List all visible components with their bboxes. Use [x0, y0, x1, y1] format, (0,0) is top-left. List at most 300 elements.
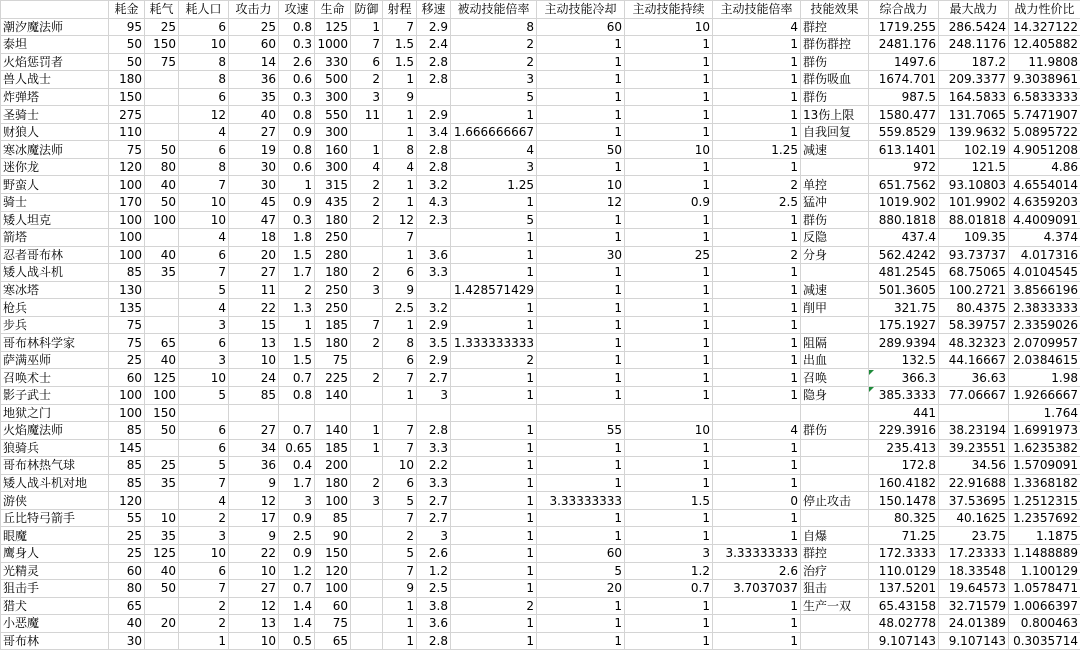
- data-cell[interactable]: 1.333333333: [451, 334, 537, 352]
- data-cell[interactable]: 1.4: [279, 597, 315, 615]
- data-cell[interactable]: 0.3: [279, 36, 315, 54]
- skill-effect-cell[interactable]: 出血: [801, 351, 869, 369]
- data-cell[interactable]: 1674.701: [869, 71, 939, 89]
- data-cell[interactable]: 880.1818: [869, 211, 939, 229]
- data-cell[interactable]: [351, 351, 383, 369]
- data-cell[interactable]: 39.23551: [939, 439, 1009, 457]
- data-cell[interactable]: 10: [179, 544, 229, 562]
- data-cell[interactable]: 9.107143: [939, 632, 1009, 650]
- data-cell[interactable]: [279, 404, 315, 422]
- data-cell[interactable]: 1: [383, 316, 417, 334]
- data-cell[interactable]: 5: [179, 281, 229, 299]
- data-cell[interactable]: [351, 544, 383, 562]
- data-cell[interactable]: 4.3: [417, 194, 451, 212]
- data-cell[interactable]: 1.5: [279, 334, 315, 352]
- data-cell[interactable]: 441: [869, 404, 939, 422]
- data-cell[interactable]: 0.7: [279, 580, 315, 598]
- unit-name-cell[interactable]: 哥布林: [1, 632, 109, 650]
- data-cell[interactable]: 10: [229, 562, 279, 580]
- data-cell[interactable]: 187.2: [939, 53, 1009, 71]
- data-cell[interactable]: 1: [537, 316, 625, 334]
- data-cell[interactable]: 6: [383, 264, 417, 282]
- data-cell[interactable]: 0: [713, 492, 801, 510]
- data-cell[interactable]: 1: [625, 474, 713, 492]
- data-cell[interactable]: 1: [713, 281, 801, 299]
- data-cell[interactable]: 1: [625, 264, 713, 282]
- data-cell[interactable]: 100: [315, 492, 351, 510]
- header-cell[interactable]: 移速: [417, 1, 451, 19]
- data-cell[interactable]: 1: [537, 457, 625, 475]
- data-cell[interactable]: 1: [537, 369, 625, 387]
- data-cell[interactable]: 9: [383, 88, 417, 106]
- data-cell[interactable]: 0.7: [625, 580, 713, 598]
- skill-effect-cell[interactable]: 隐身: [801, 387, 869, 405]
- data-cell[interactable]: 1: [383, 176, 417, 194]
- data-cell[interactable]: 170: [109, 194, 145, 212]
- unit-name-cell[interactable]: 召唤术士: [1, 369, 109, 387]
- unit-name-cell[interactable]: 光精灵: [1, 562, 109, 580]
- data-cell[interactable]: 75: [315, 351, 351, 369]
- data-cell[interactable]: 1: [451, 492, 537, 510]
- data-cell[interactable]: 100: [109, 229, 145, 247]
- data-cell[interactable]: 77.06667: [939, 387, 1009, 405]
- data-cell[interactable]: 651.7562: [869, 176, 939, 194]
- data-cell[interactable]: 164.5833: [939, 88, 1009, 106]
- data-cell[interactable]: 1000: [315, 36, 351, 54]
- data-cell[interactable]: 75: [145, 53, 179, 71]
- data-cell[interactable]: 2.9: [417, 106, 451, 124]
- data-cell[interactable]: 3.5: [417, 334, 451, 352]
- data-cell[interactable]: 8: [179, 71, 229, 89]
- data-cell[interactable]: 1: [713, 334, 801, 352]
- data-cell[interactable]: 7: [383, 509, 417, 527]
- data-cell[interactable]: 1: [713, 527, 801, 545]
- data-cell[interactable]: 1: [625, 334, 713, 352]
- unit-name-cell[interactable]: 箭塔: [1, 229, 109, 247]
- data-cell[interactable]: 8: [179, 158, 229, 176]
- data-cell[interactable]: 2.4: [417, 36, 451, 54]
- data-cell[interactable]: 1: [537, 597, 625, 615]
- data-cell[interactable]: 330: [315, 53, 351, 71]
- skill-effect-cell[interactable]: 分身: [801, 246, 869, 264]
- data-cell[interactable]: 1: [713, 123, 801, 141]
- unit-name-cell[interactable]: 泰坦: [1, 36, 109, 54]
- data-cell[interactable]: 1: [625, 88, 713, 106]
- data-cell[interactable]: 1: [537, 158, 625, 176]
- data-cell[interactable]: 10: [383, 457, 417, 475]
- data-cell[interactable]: 121.5: [939, 158, 1009, 176]
- skill-effect-cell[interactable]: 群控: [801, 544, 869, 562]
- data-cell[interactable]: 4: [383, 158, 417, 176]
- data-cell[interactable]: 1: [537, 36, 625, 54]
- data-cell[interactable]: 1: [537, 439, 625, 457]
- data-cell[interactable]: 1: [451, 229, 537, 247]
- unit-name-cell[interactable]: 忍者哥布林: [1, 246, 109, 264]
- skill-effect-cell[interactable]: 13伤上限: [801, 106, 869, 124]
- header-cell[interactable]: 主动技能持续: [625, 1, 713, 19]
- skill-effect-cell[interactable]: 群伤吸血: [801, 71, 869, 89]
- data-cell[interactable]: 1.25: [713, 141, 801, 159]
- data-cell[interactable]: 1: [383, 632, 417, 650]
- data-cell[interactable]: 4: [351, 158, 383, 176]
- data-cell[interactable]: 1: [451, 387, 537, 405]
- data-cell[interactable]: 1: [451, 299, 537, 317]
- data-cell[interactable]: 1: [625, 351, 713, 369]
- data-cell[interactable]: 1: [625, 316, 713, 334]
- data-cell[interactable]: 2.8: [417, 53, 451, 71]
- data-cell[interactable]: 75: [315, 615, 351, 633]
- data-cell[interactable]: 559.8529: [869, 123, 939, 141]
- data-cell[interactable]: 50: [145, 422, 179, 440]
- data-cell[interactable]: 1.2: [279, 562, 315, 580]
- unit-name-cell[interactable]: 火焰魔法师: [1, 422, 109, 440]
- data-cell[interactable]: 1: [713, 88, 801, 106]
- data-cell[interactable]: 25: [145, 457, 179, 475]
- data-cell[interactable]: 36.63: [939, 369, 1009, 387]
- data-cell[interactable]: 1497.6: [869, 53, 939, 71]
- data-cell[interactable]: 2.3359026: [1009, 316, 1080, 334]
- skill-effect-cell[interactable]: 生产一双: [801, 597, 869, 615]
- data-cell[interactable]: 1: [451, 457, 537, 475]
- data-cell[interactable]: 10: [179, 194, 229, 212]
- data-cell[interactable]: 22.91688: [939, 474, 1009, 492]
- header-cell[interactable]: 防御: [351, 1, 383, 19]
- data-cell[interactable]: 1: [625, 71, 713, 89]
- data-cell[interactable]: 10: [229, 351, 279, 369]
- data-cell[interactable]: 4.0104545: [1009, 264, 1080, 282]
- header-cell[interactable]: [1, 1, 109, 19]
- data-cell[interactable]: 27: [229, 422, 279, 440]
- data-cell[interactable]: 8: [179, 53, 229, 71]
- skill-effect-cell[interactable]: [801, 404, 869, 422]
- header-cell[interactable]: 耗气: [145, 1, 179, 19]
- data-cell[interactable]: 110: [109, 123, 145, 141]
- data-cell[interactable]: 1: [625, 369, 713, 387]
- unit-name-cell[interactable]: 炸弹塔: [1, 88, 109, 106]
- data-cell[interactable]: 2.9: [417, 316, 451, 334]
- data-cell[interactable]: 4: [713, 422, 801, 440]
- data-cell[interactable]: 5: [451, 211, 537, 229]
- data-cell[interactable]: 7: [383, 18, 417, 36]
- data-cell[interactable]: 0.8: [279, 141, 315, 159]
- data-cell[interactable]: 17.23333: [939, 544, 1009, 562]
- data-cell[interactable]: 100: [145, 387, 179, 405]
- data-cell[interactable]: 132.5: [869, 351, 939, 369]
- data-cell[interactable]: 3.4: [417, 123, 451, 141]
- data-cell[interactable]: 1.5: [625, 492, 713, 510]
- data-cell[interactable]: [145, 316, 179, 334]
- data-cell[interactable]: 235.413: [869, 439, 939, 457]
- data-cell[interactable]: 6: [179, 334, 229, 352]
- data-cell[interactable]: 25: [109, 527, 145, 545]
- data-cell[interactable]: 137.5201: [869, 580, 939, 598]
- data-cell[interactable]: 1580.477: [869, 106, 939, 124]
- unit-name-cell[interactable]: 狼骑兵: [1, 439, 109, 457]
- data-cell[interactable]: 1: [451, 474, 537, 492]
- data-cell[interactable]: 36: [229, 457, 279, 475]
- data-cell[interactable]: 1: [383, 123, 417, 141]
- data-cell[interactable]: [417, 229, 451, 247]
- data-cell[interactable]: 44.16667: [939, 351, 1009, 369]
- header-cell[interactable]: 主动技能倍率: [713, 1, 801, 19]
- data-cell[interactable]: 2.5: [279, 527, 315, 545]
- data-cell[interactable]: 1.7: [279, 474, 315, 492]
- data-cell[interactable]: 1: [625, 36, 713, 54]
- data-cell[interactable]: 50: [145, 580, 179, 598]
- data-cell[interactable]: 1: [537, 211, 625, 229]
- skill-effect-cell[interactable]: 群伤: [801, 211, 869, 229]
- data-cell[interactable]: 1719.255: [869, 18, 939, 36]
- data-cell[interactable]: 315: [315, 176, 351, 194]
- skill-effect-cell[interactable]: 群伤: [801, 88, 869, 106]
- data-cell[interactable]: 1.3368182: [1009, 474, 1080, 492]
- data-cell[interactable]: 1.5: [279, 246, 315, 264]
- data-cell[interactable]: 150.1478: [869, 492, 939, 510]
- data-cell[interactable]: 1: [713, 387, 801, 405]
- data-cell[interactable]: 1: [713, 615, 801, 633]
- data-cell[interactable]: 40: [145, 176, 179, 194]
- data-cell[interactable]: 1.764: [1009, 404, 1080, 422]
- data-cell[interactable]: [145, 492, 179, 510]
- data-cell[interactable]: 100: [109, 404, 145, 422]
- data-cell[interactable]: 100: [109, 387, 145, 405]
- data-cell[interactable]: 1: [713, 158, 801, 176]
- unit-name-cell[interactable]: 矮人坦克: [1, 211, 109, 229]
- data-cell[interactable]: 3.3: [417, 439, 451, 457]
- data-cell[interactable]: 275: [109, 106, 145, 124]
- skill-effect-cell[interactable]: 治疗: [801, 562, 869, 580]
- data-cell[interactable]: 50: [109, 36, 145, 54]
- data-cell[interactable]: 2.8: [417, 141, 451, 159]
- data-cell[interactable]: 1.6991973: [1009, 422, 1080, 440]
- data-cell[interactable]: 12: [383, 211, 417, 229]
- data-cell[interactable]: 1: [713, 474, 801, 492]
- data-cell[interactable]: 10: [625, 422, 713, 440]
- data-cell[interactable]: 289.9394: [869, 334, 939, 352]
- data-cell[interactable]: [383, 404, 417, 422]
- unit-name-cell[interactable]: 兽人战士: [1, 71, 109, 89]
- data-cell[interactable]: 2: [351, 369, 383, 387]
- data-cell[interactable]: 1: [625, 211, 713, 229]
- header-cell[interactable]: 主动技能冷却: [537, 1, 625, 19]
- data-cell[interactable]: 2: [179, 615, 229, 633]
- data-cell[interactable]: 1: [537, 264, 625, 282]
- data-cell[interactable]: 172.3333: [869, 544, 939, 562]
- data-cell[interactable]: 15: [229, 316, 279, 334]
- data-cell[interactable]: 321.75: [869, 299, 939, 317]
- data-cell[interactable]: 1.666666667: [451, 123, 537, 141]
- data-cell[interactable]: 1: [537, 299, 625, 317]
- data-cell[interactable]: 23.75: [939, 527, 1009, 545]
- data-cell[interactable]: 0.800463: [1009, 615, 1080, 633]
- data-cell[interactable]: 0.9: [279, 509, 315, 527]
- data-cell[interactable]: [351, 387, 383, 405]
- data-cell[interactable]: 40: [145, 562, 179, 580]
- skill-effect-cell[interactable]: [801, 509, 869, 527]
- data-cell[interactable]: 75: [109, 316, 145, 334]
- data-cell[interactable]: 93.10803: [939, 176, 1009, 194]
- data-cell[interactable]: 4: [179, 123, 229, 141]
- data-cell[interactable]: 100: [109, 246, 145, 264]
- data-cell[interactable]: 120: [315, 562, 351, 580]
- data-cell[interactable]: 3: [351, 88, 383, 106]
- data-cell[interactable]: 2.6: [713, 562, 801, 580]
- data-cell[interactable]: 25: [145, 18, 179, 36]
- data-cell[interactable]: 180: [315, 334, 351, 352]
- data-cell[interactable]: [229, 404, 279, 422]
- data-cell[interactable]: 88.01818: [939, 211, 1009, 229]
- data-cell[interactable]: 2.5: [383, 299, 417, 317]
- skill-effect-cell[interactable]: 召唤: [801, 369, 869, 387]
- data-cell[interactable]: 1.1875: [1009, 527, 1080, 545]
- data-cell[interactable]: 987.5: [869, 88, 939, 106]
- data-cell[interactable]: 1: [625, 509, 713, 527]
- data-cell[interactable]: 12: [537, 194, 625, 212]
- data-cell[interactable]: 200: [315, 457, 351, 475]
- data-cell[interactable]: 1: [537, 71, 625, 89]
- data-cell[interactable]: 32.71579: [939, 597, 1009, 615]
- data-cell[interactable]: 180: [109, 71, 145, 89]
- unit-name-cell[interactable]: 骑士: [1, 194, 109, 212]
- header-cell[interactable]: 综合战力: [869, 1, 939, 19]
- data-cell[interactable]: 437.4: [869, 229, 939, 247]
- data-cell[interactable]: 1: [451, 562, 537, 580]
- data-cell[interactable]: 14.327122: [1009, 18, 1080, 36]
- skill-effect-cell[interactable]: [801, 632, 869, 650]
- data-cell[interactable]: 110.0129: [869, 562, 939, 580]
- data-cell[interactable]: 7: [179, 264, 229, 282]
- data-cell[interactable]: 1.2: [417, 562, 451, 580]
- data-cell[interactable]: 2.0709957: [1009, 334, 1080, 352]
- data-cell[interactable]: 3.7037037: [713, 580, 801, 598]
- data-cell[interactable]: 20: [537, 580, 625, 598]
- data-cell[interactable]: 1.2357692: [1009, 509, 1080, 527]
- data-cell[interactable]: 2.7: [417, 369, 451, 387]
- data-cell[interactable]: 60: [109, 562, 145, 580]
- data-cell[interactable]: 3.8566196: [1009, 281, 1080, 299]
- data-cell[interactable]: 35: [145, 264, 179, 282]
- data-cell[interactable]: 2: [351, 211, 383, 229]
- data-cell[interactable]: 2: [713, 246, 801, 264]
- data-cell[interactable]: 300: [315, 158, 351, 176]
- unit-name-cell[interactable]: 矮人战斗机: [1, 264, 109, 282]
- skill-effect-cell[interactable]: [801, 457, 869, 475]
- data-cell[interactable]: [537, 404, 625, 422]
- data-cell[interactable]: 65: [109, 597, 145, 615]
- data-cell[interactable]: 1: [451, 264, 537, 282]
- data-cell[interactable]: 4: [451, 141, 537, 159]
- unit-name-cell[interactable]: 萨满巫师: [1, 351, 109, 369]
- data-cell[interactable]: 2: [383, 527, 417, 545]
- data-cell[interactable]: 80: [109, 580, 145, 598]
- data-cell[interactable]: 1: [713, 457, 801, 475]
- data-cell[interactable]: 27: [229, 123, 279, 141]
- data-cell[interactable]: 25: [109, 544, 145, 562]
- data-cell[interactable]: 1: [713, 36, 801, 54]
- data-cell[interactable]: 1: [451, 422, 537, 440]
- header-cell[interactable]: 被动技能倍率: [451, 1, 537, 19]
- data-cell[interactable]: 250: [315, 229, 351, 247]
- data-cell[interactable]: 6: [351, 53, 383, 71]
- data-cell[interactable]: 1.1488889: [1009, 544, 1080, 562]
- data-cell[interactable]: 7: [179, 474, 229, 492]
- data-cell[interactable]: 34.56: [939, 457, 1009, 475]
- data-cell[interactable]: 0.3: [279, 88, 315, 106]
- data-cell[interactable]: [351, 597, 383, 615]
- data-cell[interactable]: 8: [383, 141, 417, 159]
- data-cell[interactable]: 9: [383, 580, 417, 598]
- data-cell[interactable]: 9.3038961: [1009, 71, 1080, 89]
- data-cell[interactable]: 4: [179, 492, 229, 510]
- data-cell[interactable]: 3: [279, 492, 315, 510]
- data-cell[interactable]: 1.5709091: [1009, 457, 1080, 475]
- data-cell[interactable]: 7: [179, 580, 229, 598]
- header-cell[interactable]: 战力性价比: [1009, 1, 1080, 19]
- data-cell[interactable]: 1.8: [279, 229, 315, 247]
- unit-name-cell[interactable]: 迷你龙: [1, 158, 109, 176]
- data-cell[interactable]: 1: [537, 88, 625, 106]
- header-cell[interactable]: 耗金: [109, 1, 145, 19]
- skill-effect-cell[interactable]: 群控: [801, 18, 869, 36]
- data-cell[interactable]: 12.405882: [1009, 36, 1080, 54]
- skill-effect-cell[interactable]: 群伤: [801, 53, 869, 71]
- data-cell[interactable]: 50: [145, 141, 179, 159]
- data-cell[interactable]: 40.1625: [939, 509, 1009, 527]
- data-cell[interactable]: [351, 562, 383, 580]
- data-cell[interactable]: 4: [179, 299, 229, 317]
- data-cell[interactable]: 225: [315, 369, 351, 387]
- data-cell[interactable]: 18: [229, 229, 279, 247]
- data-cell[interactable]: 6.5833333: [1009, 88, 1080, 106]
- data-cell[interactable]: 1: [713, 439, 801, 457]
- data-cell[interactable]: 6: [383, 351, 417, 369]
- data-cell[interactable]: 85: [315, 509, 351, 527]
- data-cell[interactable]: 5.0895722: [1009, 123, 1080, 141]
- data-cell[interactable]: 1: [383, 615, 417, 633]
- data-cell[interactable]: 1: [451, 369, 537, 387]
- data-cell[interactable]: 0.4: [279, 457, 315, 475]
- data-cell[interactable]: 1.9266667: [1009, 387, 1080, 405]
- data-cell[interactable]: 3.2: [417, 299, 451, 317]
- data-cell[interactable]: 1.0066397: [1009, 597, 1080, 615]
- data-cell[interactable]: 1: [451, 544, 537, 562]
- data-cell[interactable]: 1: [625, 176, 713, 194]
- data-cell[interactable]: 9: [383, 281, 417, 299]
- data-cell[interactable]: 100: [145, 211, 179, 229]
- data-cell[interactable]: 0.8: [279, 387, 315, 405]
- data-cell[interactable]: 6: [179, 88, 229, 106]
- unit-name-cell[interactable]: 地狱之门: [1, 404, 109, 422]
- skill-effect-cell[interactable]: 减速: [801, 281, 869, 299]
- data-cell[interactable]: [145, 106, 179, 124]
- data-cell[interactable]: 1: [713, 632, 801, 650]
- data-cell[interactable]: 2.6: [417, 544, 451, 562]
- data-cell[interactable]: 19: [229, 141, 279, 159]
- data-cell[interactable]: 1.5: [383, 36, 417, 54]
- data-cell[interactable]: 1: [537, 474, 625, 492]
- data-cell[interactable]: [145, 597, 179, 615]
- data-cell[interactable]: 435: [315, 194, 351, 212]
- skill-effect-cell[interactable]: [801, 615, 869, 633]
- data-cell[interactable]: 4: [713, 18, 801, 36]
- skill-effect-cell[interactable]: 猛冲: [801, 194, 869, 212]
- data-cell[interactable]: 3.8: [417, 597, 451, 615]
- data-cell[interactable]: 45: [229, 194, 279, 212]
- data-cell[interactable]: 1: [537, 387, 625, 405]
- data-cell[interactable]: 95: [109, 18, 145, 36]
- data-cell[interactable]: 4.9051208: [1009, 141, 1080, 159]
- data-cell[interactable]: 1: [451, 106, 537, 124]
